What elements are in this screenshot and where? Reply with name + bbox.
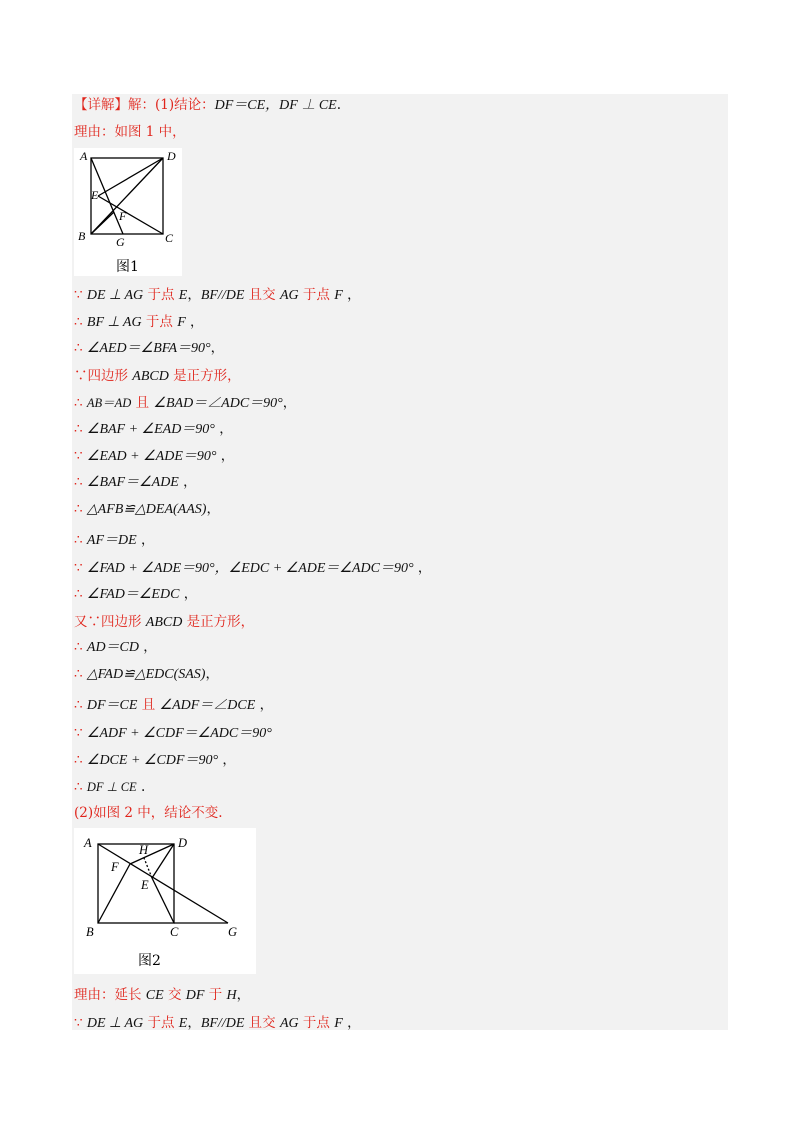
line-segment: 理由：延长	[74, 987, 146, 1003]
line-segment: E	[178, 1016, 188, 1031]
line-segment: ∴	[74, 474, 87, 490]
line-segment: 又∵四边形	[74, 614, 146, 630]
line-segment: AG	[279, 1016, 299, 1031]
line-segment: 且	[137, 697, 160, 713]
solution-line	[74, 985, 250, 1006]
line-segment: F	[334, 288, 343, 303]
line-segment: ∴	[74, 752, 87, 768]
segment-de	[98, 158, 163, 196]
solution-line	[74, 285, 361, 306]
solution-line	[74, 338, 224, 359]
line-segment: ∴	[74, 395, 87, 411]
line-segment: 于点	[143, 1015, 179, 1031]
line-segment: ，	[214, 421, 233, 437]
line-segment: AD＝CD	[86, 640, 140, 655]
line-segment: ∠FAD + ∠ADE＝90°，∠EDC + ∠ADE＝∠ADC＝90°	[86, 561, 414, 576]
solution-line	[74, 446, 234, 467]
solution-line	[74, 750, 236, 771]
line-segment: ，	[187, 1015, 201, 1031]
solution-line	[74, 366, 241, 387]
figure-2	[74, 828, 256, 974]
solution-line	[74, 584, 197, 605]
line-segment: F	[177, 315, 186, 330]
line-segment: BF//DE	[200, 288, 245, 303]
solution-line	[74, 723, 272, 744]
line-segment: ∵	[74, 1015, 87, 1031]
line-segment: ∴	[74, 586, 87, 602]
line-segment: 且交	[244, 287, 280, 303]
line-segment: (2)如图 2 中，结论不变.	[74, 805, 223, 821]
line-segment: ，	[216, 448, 235, 464]
label-b: B	[78, 229, 86, 243]
solution-line	[74, 312, 204, 333]
figure-2-diagram	[74, 828, 256, 974]
line-segment: 【详解】	[74, 97, 128, 113]
line-segment: ，	[179, 586, 198, 602]
line-segment: 且交	[244, 1015, 280, 1031]
line-segment: ，	[342, 1015, 361, 1031]
line-segment: ，	[413, 560, 432, 576]
line-segment: ，	[236, 987, 251, 1003]
solution-line	[74, 499, 220, 520]
line-segment: 于点	[298, 287, 335, 303]
solution-line	[74, 122, 186, 142]
line-segment: H	[226, 988, 237, 1003]
line-segment: DF	[185, 988, 205, 1003]
solution-line	[74, 777, 145, 797]
line-segment: 于点	[298, 1015, 335, 1031]
line-segment: 解：(1)结论：	[128, 97, 215, 113]
segment-bd	[91, 158, 163, 234]
line-segment: ∴	[74, 779, 87, 795]
solution-line	[74, 637, 157, 658]
label-c: C	[170, 925, 179, 939]
line-segment: 且	[131, 395, 154, 411]
line-segment: ∴	[74, 501, 87, 517]
line-segment: E	[178, 288, 188, 303]
line-segment: ∠FAD＝∠EDC	[86, 587, 180, 602]
line-segment: ，	[206, 501, 220, 517]
solution-line	[74, 803, 223, 823]
solution-line	[74, 558, 431, 579]
line-segment: ∠BAF + ∠EAD＝90°	[86, 422, 215, 437]
solution-line	[74, 1013, 361, 1034]
label-e: E	[141, 878, 149, 892]
label-b: B	[86, 925, 94, 939]
line-segment: DF＝CE	[86, 698, 138, 713]
line-segment: DE ⊥ AG	[86, 288, 144, 303]
line-segment: AB＝AD	[86, 396, 132, 410]
line-segment: ∠BAD＝∠ADC＝90°	[153, 396, 283, 411]
line-segment: AG	[279, 288, 299, 303]
label-f: F	[111, 860, 119, 874]
solution-line	[74, 419, 233, 440]
line-segment: ，	[187, 287, 201, 303]
label-f: F	[119, 209, 127, 223]
segment-ce	[98, 196, 163, 234]
line-segment: .	[336, 97, 342, 113]
line-segment: ，	[342, 287, 361, 303]
segment-bf	[91, 212, 114, 234]
segment-ag	[98, 844, 228, 923]
solution-line	[74, 695, 273, 716]
line-segment: ∠BAF＝∠ADE	[86, 475, 179, 490]
line-segment: .	[136, 779, 146, 795]
line-segment: ，	[282, 395, 297, 411]
line-segment: DF＝CE，DF ⊥ CE	[214, 98, 337, 113]
solution-line	[74, 472, 197, 493]
solution-line	[74, 95, 341, 116]
line-segment: ∴	[74, 532, 87, 548]
line-segment: ∵四边形	[74, 368, 133, 384]
line-segment: ∵	[74, 560, 87, 576]
line-segment: ∠ADF＝∠DCE	[159, 698, 256, 713]
label-g: G	[228, 925, 238, 939]
line-segment: ABCD	[132, 369, 169, 384]
label-h: H	[139, 843, 149, 857]
line-segment: 理由：如图 1 中，	[74, 124, 186, 140]
line-segment: △AFB≌△DEA(AAS)	[86, 502, 207, 517]
segment-ce	[152, 878, 174, 923]
line-segment: 于点	[143, 287, 179, 303]
label-d: D	[178, 836, 188, 850]
line-segment: ABCD	[145, 615, 183, 630]
label-a: A	[80, 149, 88, 163]
label-a: A	[84, 836, 92, 850]
line-segment: ∠AED＝∠BFA＝90°	[86, 341, 211, 356]
line-segment: ∵	[74, 448, 87, 464]
label-d: D	[167, 149, 176, 163]
line-segment: ∠EAD + ∠ADE＝90°	[86, 449, 217, 464]
line-segment: ，	[210, 340, 225, 356]
line-segment: ∠DCE + ∠CDF＝90°	[86, 753, 219, 768]
line-segment: BF ⊥ AG	[86, 315, 142, 330]
line-segment: ∠ADF + ∠CDF＝∠ADC＝90°	[86, 726, 272, 741]
line-segment: ∴	[74, 697, 87, 713]
line-segment: BF//DE	[200, 1016, 245, 1031]
label-g: G	[116, 235, 125, 249]
figure-1	[74, 148, 182, 276]
line-segment: CE	[145, 988, 164, 1003]
label-e: E	[91, 188, 99, 202]
figure-2-caption: 图2	[138, 953, 161, 969]
line-segment: ，	[255, 697, 274, 713]
line-segment: ，	[205, 666, 219, 682]
line-segment: ，	[185, 314, 204, 330]
solution-line	[74, 530, 154, 551]
line-segment: AF＝DE	[86, 533, 137, 548]
line-segment: ∴	[74, 421, 87, 437]
line-segment: ∵	[74, 287, 87, 303]
line-segment: 是正方形，	[168, 368, 241, 384]
line-segment: ∴	[74, 639, 87, 655]
line-segment: 交	[163, 987, 186, 1003]
line-segment: △FAD≌△EDC(SAS)	[86, 667, 206, 682]
line-segment: ∴	[74, 666, 87, 682]
line-segment: ，	[139, 639, 157, 655]
line-segment: DE ⊥ AG	[86, 1016, 144, 1031]
label-c: C	[165, 231, 174, 245]
line-segment: 是正方形，	[182, 614, 255, 630]
line-segment: ∴	[74, 340, 87, 356]
line-segment: ∵	[74, 725, 87, 741]
solution-line	[74, 612, 254, 633]
figure-1-diagram	[74, 148, 182, 276]
line-segment: ，	[136, 532, 155, 548]
solution-line	[74, 664, 219, 685]
figure-1-caption: 图1	[116, 259, 139, 275]
line-segment: ，	[218, 752, 236, 768]
line-segment: F	[334, 1016, 343, 1031]
line-segment: DF ⊥ CE	[86, 780, 137, 794]
line-segment: 于	[204, 987, 227, 1003]
solution-line	[74, 393, 296, 414]
line-segment: 于点	[141, 314, 178, 330]
line-segment: ，	[178, 474, 197, 490]
line-segment: ∴	[74, 314, 87, 330]
